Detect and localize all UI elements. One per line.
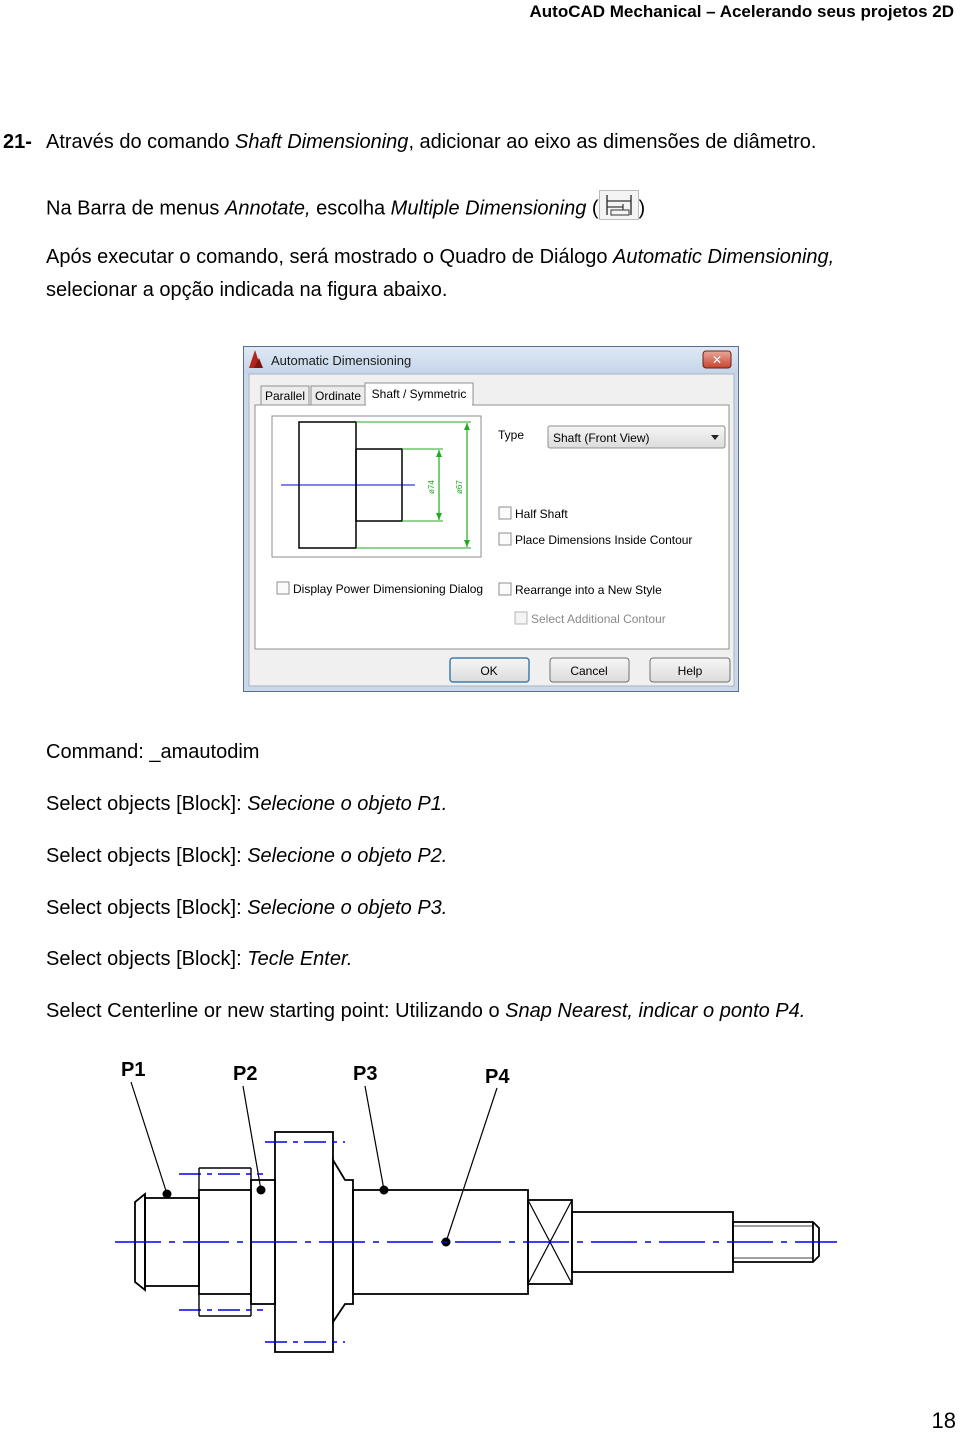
command-line-3: Select objects [Block]: Selecione o objeto P2. — [46, 845, 448, 867]
page-number: 18 — [931, 1408, 956, 1433]
svg-text:Ordinate: Ordinate — [314, 389, 362, 403]
select-additional-contour-checkbox[interactable] — [515, 612, 666, 626]
page-header: AutoCAD Mechanical – Acelerando seus projetos 2D — [529, 2, 954, 21]
automatic-dimensioning-dialog — [243, 346, 739, 692]
svg-text:ø74: ø74 — [427, 480, 436, 494]
paragraph-line-4: selecionar a opção indicada na figura abaixo. — [46, 279, 448, 301]
display-power-dialog-checkbox[interactable] — [277, 582, 483, 596]
shaft-drawing — [105, 1050, 845, 1380]
svg-text:Half Shaft: Half Shaft — [515, 507, 568, 521]
tab-ordinate[interactable] — [311, 386, 365, 405]
label-p2: P2 — [233, 1063, 258, 1085]
svg-text:Help: Help — [677, 664, 703, 678]
help-button[interactable] — [650, 658, 730, 682]
svg-text:Parallel: Parallel — [264, 389, 306, 403]
svg-text:ø67: ø67 — [455, 480, 464, 494]
type-select[interactable] — [548, 426, 725, 448]
multiple-dimensioning-icon — [599, 190, 639, 220]
paragraph-line-2: Na Barra de menus Annotate, escolha Multiple Dimensioning ( ) — [46, 194, 645, 224]
paragraph-line-1: Através do comando Shaft Dimensioning, adicionar ao eixo as dimensões de diâmetro. — [46, 131, 817, 153]
tab-shaft-symmetric[interactable] — [365, 383, 473, 406]
svg-text:Place Dimensions Inside Contou: Place Dimensions Inside Contour — [515, 533, 693, 547]
tab-parallel[interactable] — [261, 386, 309, 405]
ok-button[interactable] — [450, 658, 529, 682]
command-line-6: Select Centerline or new starting point: Utilizando o Snap Nearest, indicar o ponto P4. — [46, 1000, 806, 1022]
label-p1: P1 — [121, 1059, 146, 1081]
cancel-button[interactable] — [550, 658, 629, 682]
place-inside-contour-checkbox[interactable] — [499, 533, 692, 547]
svg-text:OK: OK — [480, 664, 498, 678]
label-p4: P4 — [485, 1066, 510, 1088]
svg-text:Rearrange into a New Style: Rearrange into a New Style — [515, 583, 662, 597]
svg-text:Display Power Dimensioning Dia: Display Power Dimensioning Dialog — [293, 582, 484, 596]
command-line-2: Select objects [Block]: Selecione o objeto P1. — [46, 793, 448, 815]
half-shaft-checkbox[interactable] — [499, 507, 568, 521]
dialog-title: Automatic Dimensioning — [271, 353, 412, 368]
command-line-5: Select objects [Block]: Tecle Enter. — [46, 948, 353, 970]
paragraph-line-3: Após executar o comando, será mostrado o Quadro de Diálogo Automatic Dimensioning, — [46, 246, 835, 268]
svg-text:Cancel: Cancel — [570, 664, 608, 678]
close-icon: ✕ — [711, 353, 723, 367]
shaft-preview — [272, 416, 481, 557]
svg-text:Shaft / Symmetric: Shaft / Symmetric — [371, 387, 467, 401]
command-line-4: Select objects [Block]: Selecione o objeto P3. — [46, 897, 448, 919]
svg-text:Select Additional Contour: Select Additional Contour — [531, 612, 666, 626]
close-button[interactable] — [703, 351, 731, 368]
type-label: Type — [498, 428, 525, 442]
step-number: 21- — [3, 131, 32, 153]
label-p3: P3 — [353, 1063, 378, 1085]
rearrange-new-style-checkbox[interactable] — [499, 583, 662, 597]
svg-text:Shaft (Front View): Shaft (Front View) — [553, 431, 650, 445]
command-line-1: Command: _amautodim — [46, 741, 260, 763]
